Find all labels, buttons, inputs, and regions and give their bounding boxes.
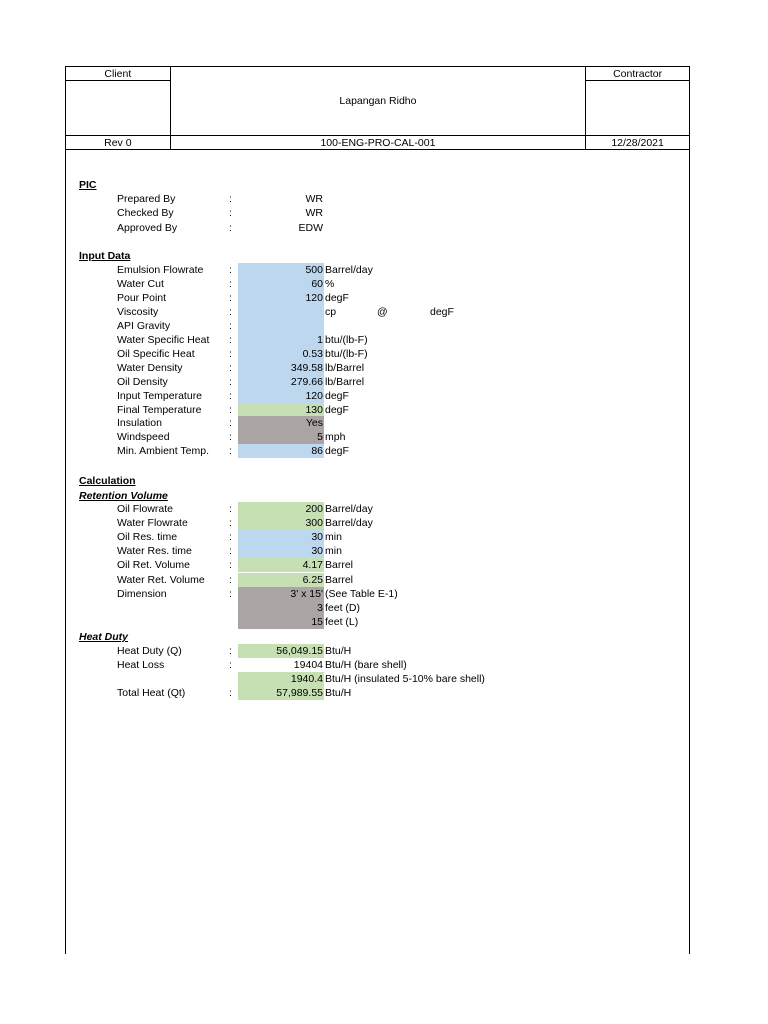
colon: : (229, 319, 232, 332)
colon: : (229, 221, 232, 234)
retention-unit: min (325, 531, 342, 544)
input-row (0, 277, 768, 291)
colon: : (229, 361, 232, 374)
retention-label: Water Res. time (117, 545, 192, 558)
retention-unit: Barrel/day (325, 517, 373, 530)
retention-value: 15 (238, 615, 324, 629)
input-row (0, 389, 768, 403)
input-row (0, 319, 768, 333)
heat-label: Heat Duty (Q) (117, 645, 182, 657)
colon: : (229, 587, 232, 600)
input-row (0, 347, 768, 361)
retention-row (0, 573, 768, 587)
input-label: Input Temperature (117, 389, 203, 402)
input-value: 60 (238, 277, 324, 291)
retention-row (0, 544, 768, 558)
input-row (0, 403, 768, 417)
colon: : (229, 347, 232, 360)
rev-cell: Rev 0 (66, 136, 171, 150)
input-label: Water Cut (117, 277, 164, 290)
heat-label: Total Heat (Qt) (117, 687, 186, 699)
heat-unit: Btu/H (325, 645, 352, 657)
colon: : (229, 403, 232, 416)
input-value: 1 (238, 333, 324, 347)
input-value (238, 319, 324, 333)
colon: : (229, 291, 232, 304)
input-value: 0.53 (238, 347, 324, 361)
colon: : (229, 305, 232, 318)
client-box (66, 81, 171, 136)
retention-label: Dimension (117, 587, 167, 600)
input-value: 349.58 (238, 361, 324, 375)
heat-value: 57,989.55 (238, 686, 324, 700)
contractor-label: Contractor (586, 67, 690, 81)
doc-date: 12/28/2021 (586, 136, 690, 150)
retention-label: Water Flowrate (117, 517, 188, 530)
input-label: Oil Specific Heat (117, 347, 195, 360)
pic-label: Checked By (117, 207, 174, 220)
colon: : (229, 333, 232, 346)
colon: : (229, 389, 232, 402)
input-label: Emulsion Flowrate (117, 264, 204, 276)
retention-unit: Barrel (325, 559, 354, 572)
pic-value: WR (305, 207, 323, 220)
colon: : (229, 445, 232, 458)
input-unit: btu/(lb-F) (325, 333, 368, 346)
colon: : (229, 277, 232, 290)
retention-value: 3' x 15' (238, 587, 324, 601)
input-value (238, 305, 324, 319)
colon: : (229, 573, 232, 586)
retention-row (0, 601, 768, 615)
input-unit: btu/(lb-F) (325, 347, 368, 360)
input-value: 5 (238, 430, 324, 444)
pic-row (0, 192, 768, 206)
colon: : (229, 193, 232, 205)
input-unit: degF (325, 445, 349, 458)
header-table (65, 66, 690, 157)
retention-value: 200 (238, 502, 324, 516)
pic-value: WR (305, 193, 323, 205)
viscosity-at: @ (377, 305, 388, 318)
doc-title: Lapangan Ridho (170, 67, 586, 136)
heat-unit: Btu/H (insulated 5-10% bare shell) (325, 673, 485, 685)
retention-value: 3 (238, 601, 324, 615)
contractor-box (586, 81, 690, 136)
input-unit: % (325, 277, 335, 290)
pic-row (0, 206, 768, 220)
client-label: Client (66, 67, 171, 81)
retention-unit: feet (D) (325, 601, 361, 614)
input-label: Min. Ambient Temp. (117, 445, 210, 458)
input-section-title: Input Data (79, 250, 131, 262)
heat-value: 56,049.15 (238, 644, 324, 658)
heat-value: 1940.4 (238, 672, 324, 686)
retention-unit: Barrel (325, 573, 354, 586)
input-unit: lb/Barrel (325, 375, 365, 388)
calculation-section-title: Calculation (79, 475, 136, 487)
input-unit: lb/Barrel (325, 361, 365, 374)
retention-label: Oil Res. time (117, 531, 178, 544)
retention-row (0, 615, 768, 629)
input-row (0, 430, 768, 444)
pic-label: Approved By (117, 221, 178, 234)
input-label: Windspeed (117, 431, 170, 444)
retention-value: 4.17 (238, 558, 324, 572)
colon: : (229, 503, 232, 515)
colon: : (229, 531, 232, 544)
heat-unit: Btu/H (325, 687, 352, 699)
colon: : (229, 517, 232, 530)
pic-row (0, 221, 768, 235)
input-unit: degF (325, 291, 349, 304)
retention-value: 6.25 (238, 573, 324, 587)
retention-subtitle: Retention Volume (79, 490, 168, 502)
retention-unit: feet (L) (325, 615, 359, 628)
input-value: 86 (238, 444, 324, 458)
heat-row (0, 672, 768, 686)
input-row (0, 416, 768, 430)
retention-row (0, 587, 768, 601)
input-label: Insulation (117, 417, 162, 430)
colon: : (229, 659, 232, 671)
retention-unit: Barrel/day (325, 503, 373, 515)
viscosity-at-unit: degF (430, 305, 454, 318)
colon: : (229, 264, 232, 276)
heat-value: 19404 (293, 659, 323, 671)
retention-row (0, 558, 768, 572)
input-unit: Barrel/day (325, 264, 373, 276)
pic-section-title: PIC (79, 179, 97, 191)
header-spacer (66, 150, 690, 157)
heat-row (0, 686, 768, 700)
input-row (0, 444, 768, 458)
colon: : (229, 687, 232, 699)
retention-unit: (See Table E-1) (325, 587, 398, 600)
heat-unit: Btu/H (bare shell) (325, 659, 407, 671)
retention-row (0, 502, 768, 516)
heat-row (0, 644, 768, 658)
retention-value: 30 (238, 530, 324, 544)
input-label: Pour Point (117, 291, 167, 304)
retention-label: Oil Flowrate (117, 503, 174, 515)
heat-duty-subtitle: Heat Duty (79, 631, 129, 643)
input-label: Water Specific Heat (117, 333, 210, 346)
retention-unit: min (325, 545, 342, 558)
colon: : (229, 559, 232, 572)
input-value: 130 (238, 403, 324, 417)
input-label: Water Density (117, 361, 183, 374)
input-unit: mph (325, 431, 346, 444)
colon: : (229, 417, 232, 430)
retention-label: Water Ret. Volume (117, 573, 205, 586)
input-row (0, 361, 768, 375)
input-row (0, 305, 768, 319)
input-value: 500 (238, 263, 324, 277)
pic-value: EDW (298, 221, 323, 234)
retention-row (0, 530, 768, 544)
heat-label: Heat Loss (117, 659, 165, 671)
input-value: 279.66 (238, 375, 324, 389)
retention-value: 300 (238, 516, 324, 530)
colon: : (229, 207, 232, 220)
input-value: Yes (238, 416, 324, 430)
input-label: Viscosity (117, 305, 159, 318)
colon: : (229, 545, 232, 558)
input-label: Final Temperature (117, 403, 202, 416)
input-unit: cp (325, 305, 337, 318)
input-value: 120 (238, 291, 324, 305)
pic-label: Prepared By (117, 193, 176, 205)
input-row (0, 333, 768, 347)
retention-row (0, 516, 768, 530)
input-unit: degF (325, 389, 349, 402)
doc-number: 100-ENG-PRO-CAL-001 (170, 136, 586, 150)
input-row (0, 263, 768, 277)
heat-row (0, 658, 768, 672)
input-unit: degF (325, 403, 349, 416)
colon: : (229, 431, 232, 444)
input-label: Oil Density (117, 375, 168, 388)
colon: : (229, 645, 232, 657)
colon: : (229, 375, 232, 388)
input-value: 120 (238, 389, 324, 403)
input-row (0, 375, 768, 389)
retention-value: 30 (238, 544, 324, 558)
retention-label: Oil Ret. Volume (117, 559, 190, 572)
input-label: API Gravity (117, 319, 171, 332)
input-row (0, 291, 768, 305)
